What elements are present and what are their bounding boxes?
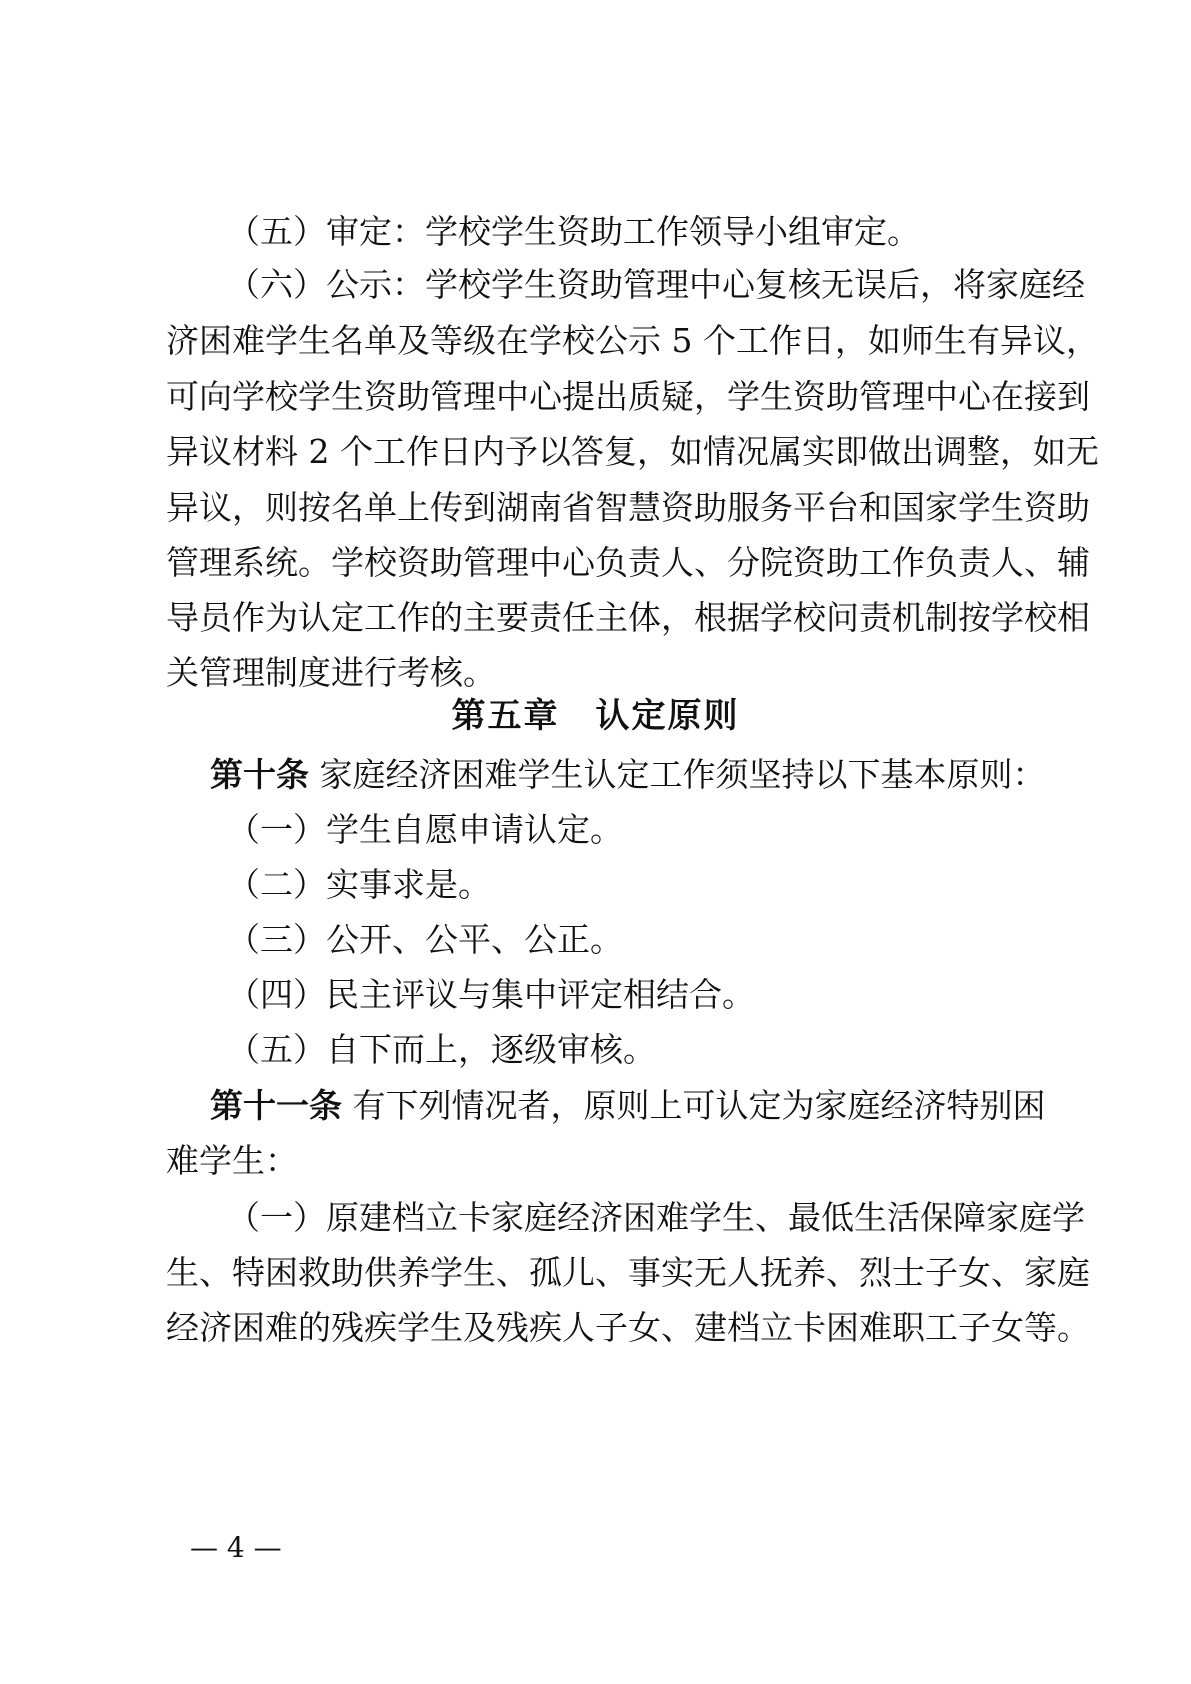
article-10-text: 家庭经济困难学生认定工作须坚持以下基本原则： <box>319 755 1046 794</box>
paragraph-publicity-line-6: 管理系统。学校资助管理中心负责人、分院资助工作负责人、辅 <box>166 543 1090 582</box>
article-10-intro <box>210 755 1046 795</box>
special-difficulty-line-2: 生、特困救助供养学生、孤儿、事实无人抚养、烈士子女、家庭 <box>166 1253 1090 1292</box>
article-11-text-line-1: 有下列情况者，原则上可认定为家庭经济特别困 <box>352 1086 1046 1125</box>
article-11-text-line-2: 难学生： <box>166 1141 298 1180</box>
paragraph-review: （五）审定：学校学生资助工作领导小组审定。 <box>227 212 920 251</box>
principle-item-4: （四）民主评议与集中评定相结合。 <box>227 975 755 1014</box>
paragraph-publicity-line-1: （六）公示：学校学生资助管理中心复核无误后，将家庭经 <box>227 265 1085 304</box>
paragraph-publicity-line-3: 可向学校学生资助管理中心提出质疑，学生资助管理中心在接到 <box>166 377 1090 416</box>
principle-item-2: （二）实事求是。 <box>227 865 491 904</box>
principle-item-1: （一）学生自愿申请认定。 <box>227 810 623 849</box>
special-difficulty-line-1: （一）原建档立卡家庭经济困难学生、最低生活保障家庭学 <box>227 1198 1085 1237</box>
paragraph-publicity-line-8: 关管理制度进行考核。 <box>166 653 496 692</box>
special-difficulty-line-3: 经济困难的残疾学生及残疾人子女、建档立卡困难职工子女等。 <box>166 1308 1090 1347</box>
paragraph-publicity-line-5: 异议，则按名单上传到湖南省智慧资助服务平台和国家学生资助 <box>166 488 1090 527</box>
article-11-intro <box>210 1086 1046 1126</box>
principle-item-5: （五）自下而上，逐级审核。 <box>227 1030 656 1069</box>
article-10-label: 第十条 <box>210 755 309 794</box>
paragraph-publicity-line-2: 济困难学生名单及等级在学校公示 5 个工作日，如师生有异议， <box>166 321 1099 360</box>
paragraph-publicity-line-4: 异议材料 2 个工作日内予以答复，如情况属实即做出调整，如无 <box>166 432 1099 471</box>
article-11-label: 第十一条 <box>210 1086 342 1125</box>
page-number: — 4 — <box>190 1531 282 1564</box>
principle-item-3: （三）公开、公平、公正。 <box>227 920 623 959</box>
chapter-heading: 第五章 认定原则 <box>451 696 740 736</box>
paragraph-publicity-line-7: 导员作为认定工作的主要责任主体，根据学校问责机制按学校相 <box>166 598 1090 637</box>
